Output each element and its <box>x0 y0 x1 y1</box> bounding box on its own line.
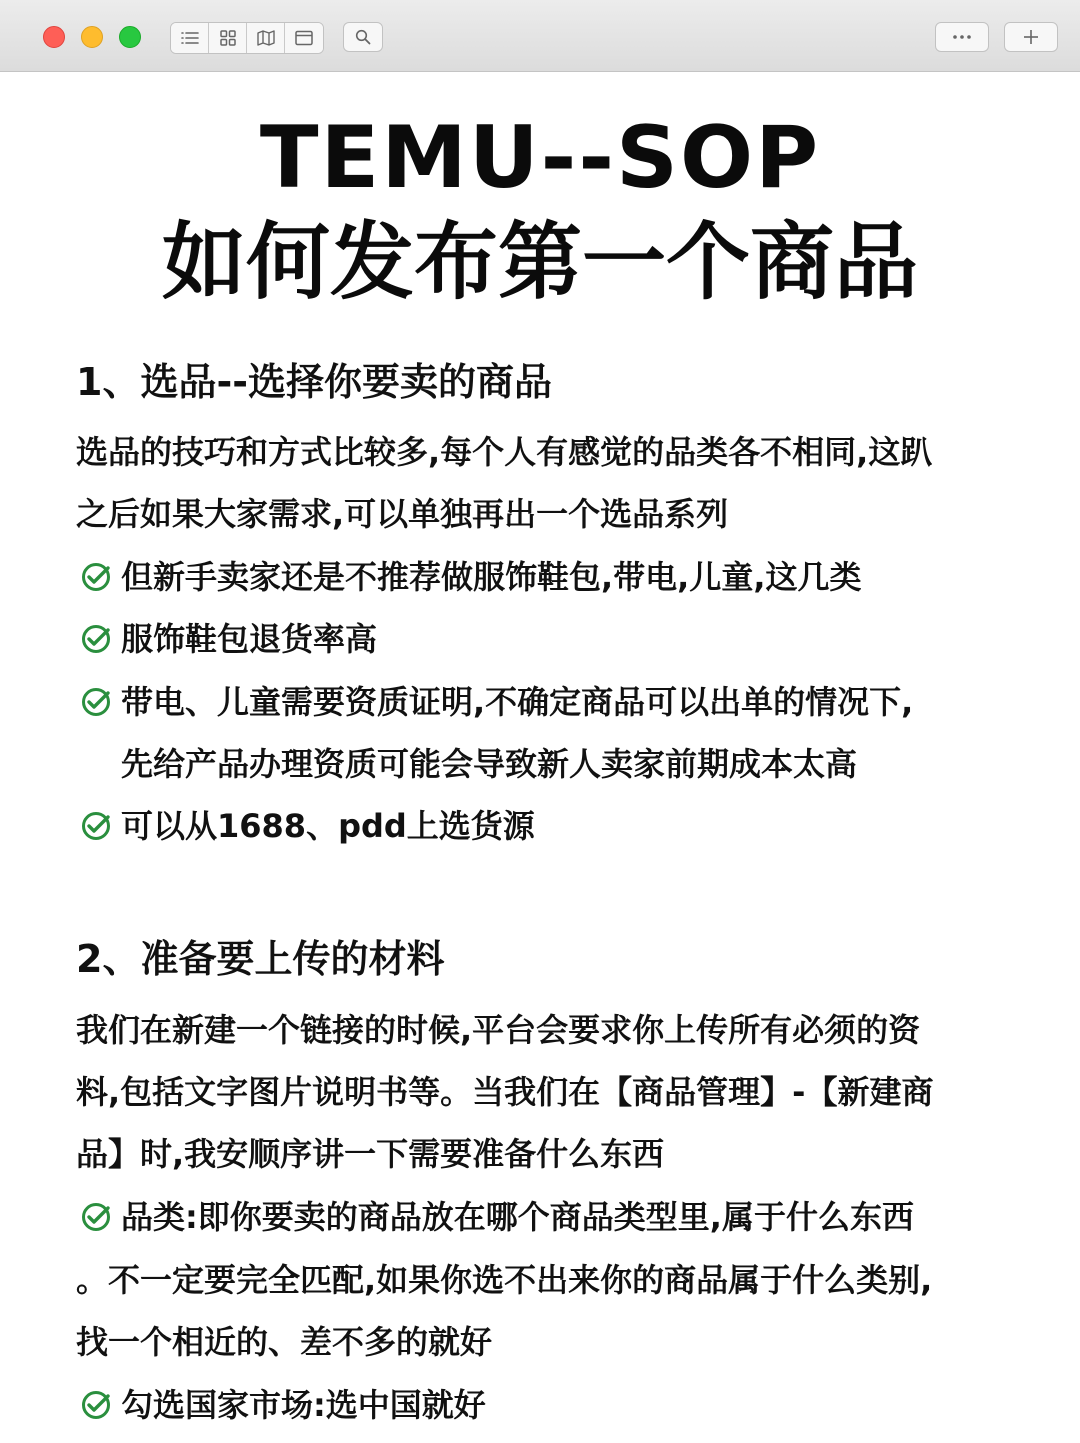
window-icon <box>295 30 313 46</box>
section2-bullet: 品类:即你要卖的商品放在哪个商品类型里,属于什么东西 <box>121 1198 914 1236</box>
section2-paragraph-line: 我们在新建一个链接的时候,平台会要求你上传所有必须的资 <box>76 1011 921 1049</box>
section2-bullet: 勾选国家市场:选中国就好 <box>121 1386 486 1424</box>
section1-bullet: 服饰鞋包退货率高 <box>121 620 378 658</box>
section1-paragraph-line: 选品的技巧和方式比较多,每个人有感觉的品类各不相同,这趴 <box>76 433 933 471</box>
section2-heading: 2、准备要上传的材料 <box>76 937 445 981</box>
plus-icon <box>1023 29 1039 45</box>
check-icon <box>80 1201 112 1233</box>
section2-bullet-continuation: 。不一定要完全匹配,如果你选不出来你的商品属于什么类别, <box>76 1261 933 1299</box>
section1-bullet: 可以从1688、pdd上选货源 <box>121 807 535 845</box>
section2-paragraph-line: 品】时,我安顺序讲一下需要准备什么东西 <box>76 1135 665 1173</box>
section1-bullet: 带电、儿童需要资质证明,不确定商品可以出单的情况下, <box>121 683 914 721</box>
search-icon <box>355 29 371 45</box>
add-button[interactable] <box>1004 22 1058 52</box>
check-icon <box>80 810 112 842</box>
page-subtitle: 如何发布第一个商品 <box>161 213 918 311</box>
view-toolbar-group <box>170 22 324 54</box>
window-titlebar <box>0 0 1080 72</box>
minimize-window-button[interactable] <box>81 26 103 48</box>
map-view-button[interactable] <box>247 23 285 53</box>
check-icon <box>80 686 112 718</box>
close-window-button[interactable] <box>43 26 65 48</box>
window-view-button[interactable] <box>285 23 323 53</box>
section1-heading: 1、选品--选择你要卖的商品 <box>76 360 552 404</box>
ellipsis-icon <box>952 34 972 40</box>
search-button[interactable] <box>343 22 383 52</box>
check-icon <box>80 1389 112 1421</box>
grid-view-button[interactable] <box>209 23 247 53</box>
grid-icon <box>220 30 236 46</box>
list-icon <box>181 31 199 45</box>
page-title: TEMU--SOP <box>259 108 821 208</box>
section2-paragraph-line: 料,包括文字图片说明书等。当我们在【商品管理】-【新建商 <box>76 1073 934 1111</box>
section2-bullet-continuation: 找一个相近的、差不多的就好 <box>76 1323 493 1361</box>
section1-paragraph-line: 之后如果大家需求,可以单独再出一个选品系列 <box>76 495 729 533</box>
map-icon <box>257 30 275 46</box>
section1-bullet-continuation: 先给产品办理资质可能会导致新人卖家前期成本太高 <box>121 745 858 783</box>
check-icon <box>80 561 112 593</box>
check-icon <box>80 623 112 655</box>
zoom-window-button[interactable] <box>119 26 141 48</box>
more-button[interactable] <box>935 22 989 52</box>
list-view-button[interactable] <box>171 23 209 53</box>
section1-bullet: 但新手卖家还是不推荐做服饰鞋包,带电,儿童,这几类 <box>121 558 862 596</box>
